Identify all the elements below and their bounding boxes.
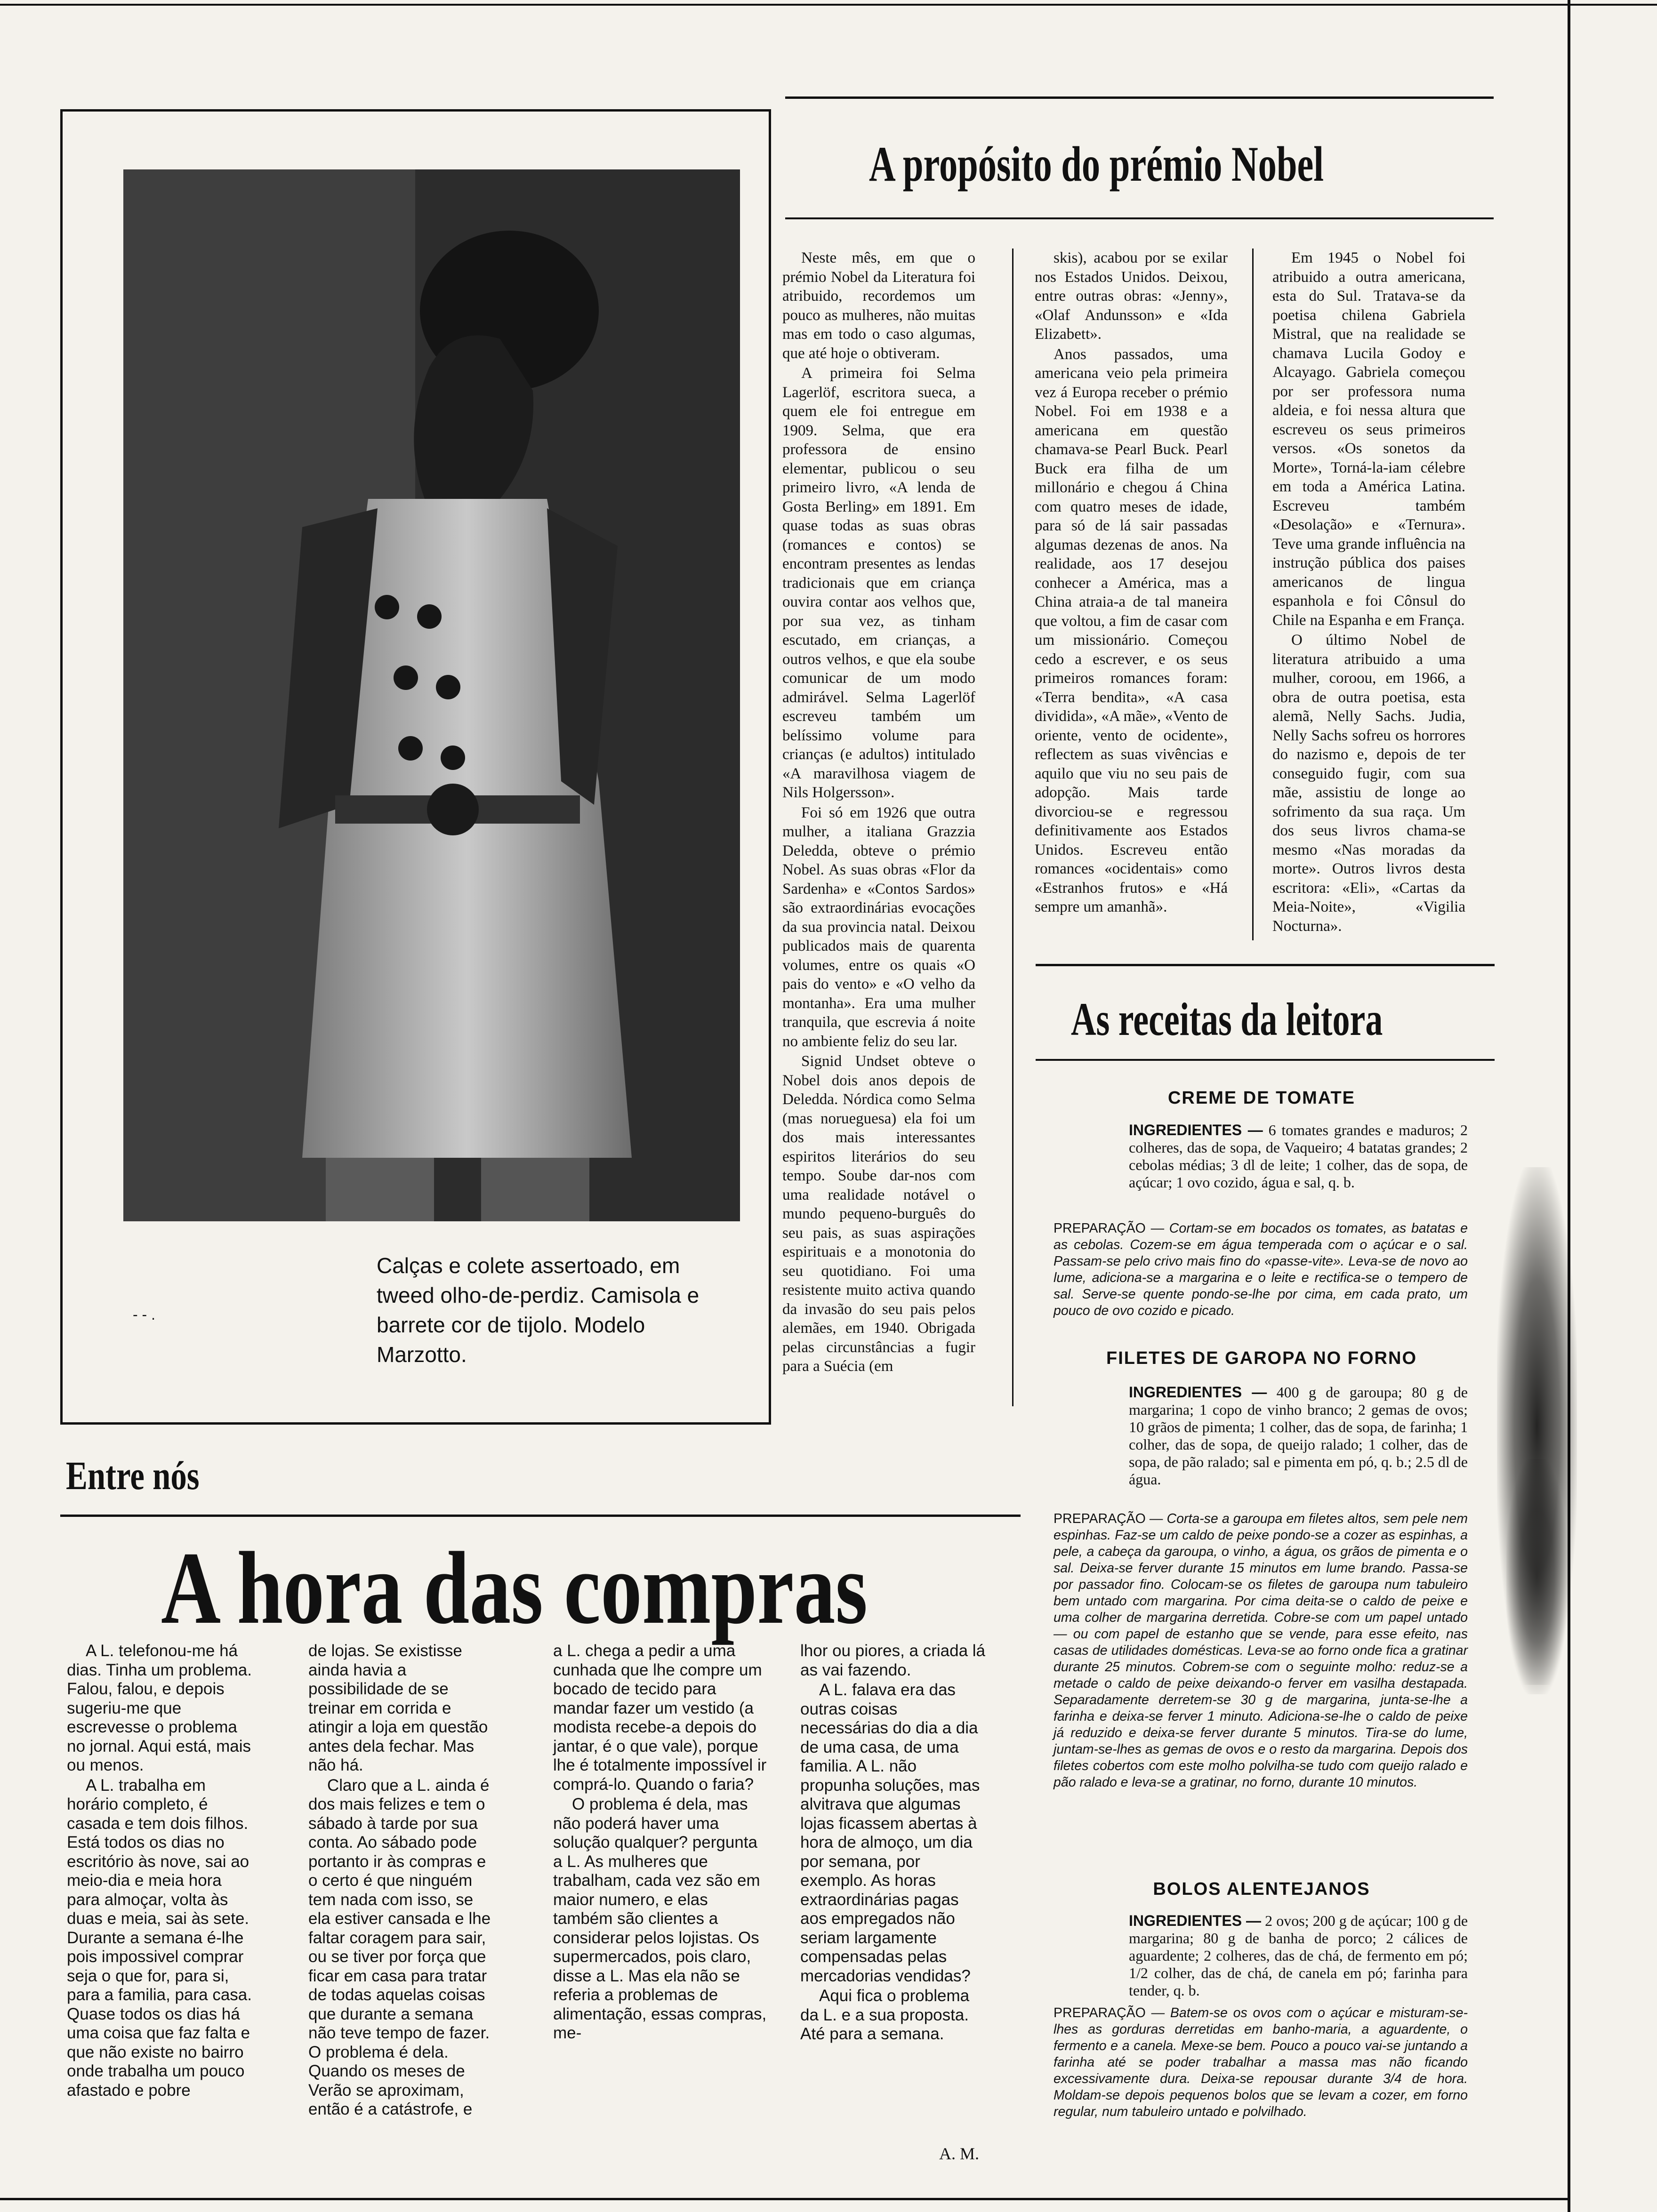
ink-smudge-lower [1506,1459,1568,1694]
recipe-3-prep-text: Batem-se os ovos com o açúcar e misturam-se-lhes as gorduras derretidas em banho-maria, a aguardente, o fermento e a canela. Mexe-se bem. Pouco a pouco vai-se juntando a farinha até se poder trabalhar a massa mas não ficando excessivamente dura. Deixa-se repousar durante 3/4 de hora. Moldam-se depois pequenos bolos que se levam a cozer, em forno regular, num tabuleiro untado e polvilhado. [1054,2005,1468,2119]
compras-c2-p2: Claro que a L. ainda é dos mais felizes e tem o sábado à tarde por sua conta. Ao sábado pode portanto ir às compras e o certo é que ninguém tem nada com isso, se ela estiver cansada e lhe faltar coragem para sair, ou se tiver por força que ficar em casa para tratar de todas aquelas coisas que durante a semana não teve tempo de fazer. O problema é dela. Quando os meses de Verão se aproximam, então é a catástrofe, e [308,1776,491,2118]
recipe-3-ingredients-label: INGREDIENTES — [1129,1912,1262,1929]
compras-signature: A. M. [939,2144,980,2163]
nobel-c3-p1: Em 1945 o Nobel foi atribuido a outra americana, esta do Sul. Tratava-se da poetisa chilena Gabriela Mistral, que na realidade se chamava Lucila Godoy e Alcayago. Gabriela começou por ser professora numa aldeia, e foi nessa altura que escreveu os seus primeiros versos. «Os sonetos da Morte», Torná-la-iam célebre em toda a América Latina. Escreveu também «Desolação» e «Ternura». Teve uma grande influência na instrução pública dos paises americanos de lingua espanhola e foi Cônsul do Chile na Espanha e em França. [1272,249,1465,629]
compras-c3-p2: O problema é dela, mas não poderá haver uma solução qualquer? pergunta a L. As mulheres que trabalham, cada vez são em maior numero, e elas também são clientes a considerar pelos lojistas. Os supermercados, pois claro, disse a L. Mas ela não se referia a problemas de alimentação, essas compras, me- [553,1795,767,2042]
recipe-1-ingredients-text: 6 tomates grandes e maduros; 2 colheres, das de sopa, de Vaqueiro; 4 batatas grandes; 2 cebolas médias; 3 dl de leite; 1 colher, das de sopa, de açúcar; 1 ovo cozido, água e sal, q. b. [1129,1122,1468,1191]
nobel-top-rule [785,96,1494,99]
nobel-c3-p2: O último Nobel de literatura atribuido a uma mulher, coroou, em 1966, a obra de outra poetisa, esta alemã, Nelly Sachs. Judia, Nelly Sachs sofreu os horrores do nazismo e, depois de ter conseguido fugir, com sua mãe, assistiu de longe ao sofrimento da sua raça. Um dos seus livros chama-se mesmo «Nas moradas da morte». Outros livros desta escritora: «Eli», «Cartas da Meia-Noite», «Vigilia Nocturna». [1272,632,1465,935]
recipe-1-title: CREME DE TOMATE [1167,1088,1356,1108]
compras-c1-p1: A L. telefonou-me há dias. Tinha um problema. Falou, falou, e depois sugeriu-me que escrevesse o problema no jornal. Aqui está, mais ou menos. [67,1642,252,1774]
nobel-column-3 [1272,248,1465,937]
compras-section-rule [60,1515,1021,1517]
nobel-column-2 [1035,248,1228,918]
nobel-column-1 [782,248,975,1377]
top-border [0,4,1657,6]
nobel-c1-p1: Neste mês, em que o prémio Nobel da Literatura foi atribuido, recordemos um pouco as mulheres, não muitas mas em todo o caso algumas, que até hoje o obtiveram. [782,249,975,362]
recipe-1-preparation [1054,1220,1468,1319]
nobel-title: A propósito do prémio Nobel [869,136,1324,192]
recipe-2-ingredients-label: INGREDIENTES — [1129,1384,1267,1401]
receitas-title: As receitas da leitora [1071,993,1383,1045]
compras-section: Entre nós [66,1453,200,1498]
recipe-1-ingredients-label: INGREDIENTES — [1129,1122,1263,1138]
compras-c1-p2: A L. trabalha em horário completo, é casada e tem dois filhos. Está todos os dias no escritório às nove, sai ao meio-dia e meia hora para almoçar, volta às duas e meia, sai às sete. Durante a semana é-lhe pois impossivel comprar seja o que for, para si, para a familia, para casa. Quase todos os dias há uma coisa que faz falta e que não existe no bairro onde trabalha um pouco afastado e pobre [67,1776,252,2100]
receitas-top-rule [1036,964,1495,966]
recipe-2-preparation [1054,1511,1468,1791]
compras-column-1 [67,1642,255,2101]
recipe-3-ingredients [1129,1912,1468,1999]
fashion-model-figure [123,169,740,1221]
recipe-2-title: FILETES DE GAROPA NO FORNO [1106,1348,1417,1368]
recipe-1-prep-label: PREPARAÇÃO — [1054,1221,1165,1236]
caption-dots: - - . [133,1306,155,1323]
right-border [1568,0,1570,2212]
recipe-1-prep-text: Cortam-se em bocados os tomates, as batatas e as cebolas. Cozem-se em água temperada com o açúcar e o sal. Passam-se pelo crivo mais fino do «passe-vite». Leva-se de novo ao lume, adiciona-se a margarina e o leite e rectifica-se o tempero de sal. Serve-se quente pondo-se-lhe por cima, em cada prato, um pouco de ovo cozido e picado. [1054,1221,1468,1318]
recipe-3-title: BOLOS ALENTEJANOS [1153,1879,1370,1899]
bottom-border [0,2198,1568,2200]
recipe-2-ingredients-text: 400 g de garoupa; 80 g de margarina; 1 copo de vinho branco; 2 gemas de ovos; 10 grãos de pimenta; 1 colher, das de sopa, de farinha; 1 colher, das de sopa, de queijo ralado; 1 colher, das de sopa, de pão ralado; sal e pimenta em pó, q. b.; 2.5 dl de água. [1129,1384,1468,1488]
compras-c2-p1: de lojas. Se existisse ainda havia a possibilidade de se treinar em corrida e atingir a loja em questão antes dela fechar. Mas não há. [308,1642,488,1774]
compras-c4-p3: Aqui fica o problema da L. e a sua proposta. Até para a semana. [800,1987,970,2043]
nobel-col-divider-2 [1252,248,1254,940]
nobel-c1-p4: Signid Undset obteve o Nobel dois anos depois de Deledda. Nórdica como Selma (mas norueguesa) ela foi um dos mais interessantes espiritos literários do seu tempo. Soube dar-nos com uma realidade notável o mundo pequeno-burguês do seu pais, as suas aspirações espirituais e a monotonia do seu quotidiano. Foi uma resistente muito activa quando da invasão do seu pais pelos alemães, em 1940. Obrigada pelas circunstâncias a fugir para a Suécia (em [782,1053,975,1375]
compras-column-2 [308,1642,497,2120]
recipe-3-preparation [1054,2005,1468,2120]
receitas-title-rule [1036,1059,1495,1061]
fashion-photo [123,169,740,1221]
nobel-c2-p1: skis), acabou por se exilar nos Estados Unidos. Deixou, entre outras obras: «Jenny», «Olaf Andunsson» e «Ida Elizabett». [1035,249,1228,343]
recipe-2-ingredients [1129,1384,1468,1488]
nobel-c1-p2: A primeira foi Selma Lagerlöf, escritora sueca, a quem ele foi entregue em 1909. Selma, que era professora de ensino elementar, publicou o seu primeiro livro, «A lenda de Gosta Berling» em 1891. Em quase todas as suas obras (romances e contos) se encontram presentes as lendas tradicionais que em criança ouvira contar aos velhos que, por sua vez, as tinham escutado, em crianças, a outros velhos, e que ela soube comunicar de um modo admirável. Selma Lagerlöf escreveu também um belíssimo volume para crianças (e adultos) intitulado «A maravilhosa viagem de Nils Holgersson». [782,365,975,801]
nobel-title-rule [785,217,1494,219]
recipe-3-ingredients-text: 2 ovos; 200 g de açúcar; 100 g de margarina; 80 g de banha de porco; 2 cálices de aguardente; 2 colheres, das de chá, de fermento em pó; 1/2 colher, das de chá, de canela em pó; farinha para tender, q. b. [1129,1912,1468,1999]
recipe-3-prep-label: PREPARAÇÃO — [1054,2005,1165,2020]
nobel-col-divider-1 [1012,248,1014,1406]
recipe-1-ingredients [1129,1122,1468,1191]
recipe-2-prep-label: PREPARAÇÃO — [1054,1511,1163,1526]
compras-column-4 [800,1642,989,2045]
compras-column-3 [553,1642,770,2044]
compras-c4-p1: lhor ou piores, a criada lá as vai fazendo. [800,1642,985,1679]
compras-c3-p1: a L. chega a pedir a uma cunhada que lhe compre um bocado de tecido para mandar fazer um vestido (a modista recebe-a depois do jantar, é o que vale), porque lhe é totalmente impossível ir comprá-lo. Quando o faria? [553,1642,767,1794]
recipe-2-prep-text: Corta-se a garoupa em filetes altos, sem pele nem espinhas. Faz-se um caldo de peixe pondo-se a cozer as espinhas, a pele, a cabeça da garoupa, o vinho, a água, os grãos de pimenta e o sal. Deixa-se ferver durante 15 minutos em lume brando. Passa-se por passador fino. Colocam-se os filetes de garoupa num tabuleiro bem untado com margarina. Por cima deita-se o caldo de peixe e uma colher de margarina derretida. Cobre-se com um papel untado — ou com papel de estanho que se vende, para esse efeito, nas casas de utilidades domésticas. Leva-se ao forno onde fica a gratinar durante 25 minutos. Cobrem-se com o seguinte molho: reduz-se a metade o caldo de peixe deixando-o ferver em vasilha destapada. Separadamente derretem-se 30 g de margarina, junta-se-lhe a farinha e deixa-se ferver 1 minuto. Adiciona-se-lhe o caldo de peixe já reduzido e deixa-se ferver durante 5 minutos. Tira-se do lume, juntam-se-lhes as gemas de ovos e o resto da margarina. Depois dos filetes cobertos com este molho polvilha-se tudo com queijo ralado e pão ralado e leva-se a gratinar, no forno, durante 10 minutos. [1054,1511,1468,1790]
photo-caption: Calças e colete assertoado, em tweed olho-de-perdiz. Camisola e barrete cor de tijolo. Modelo Marzotto. [377,1253,700,1367]
nobel-c2-p2: Anos passados, uma americana veio pela primeira vez á Europa receber o prémio Nobel. Foi em 1938 e a americana em questão chamava-se Pearl Buck. Pearl Buck era filha de um millonário e chegou á China com quatro meses de idade, para só de lá sair passadas algumas dezenas de anos. Na realidade, aos 17 desejou conhecer a América, mas a China atraia-a de tal maneira que voltou, a fim de casar com um missionário. Começou cedo a escrever, e os seus primeiros romances foram: «Terra bendita», «A casa dividida», «A mãe», «Vento de oriente, vento de ocidente», reflectem as suas vivências e aquilo que viu no seu pais de adopção. Mais tarde divorciou-se e regressou definitivamente aos Estados Unidos. Escreveu então romances «ocidentais» como «Estranhos frutos» e «Há sempre um amanhã». [1035,345,1228,915]
compras-title: A hora das compras [161,1531,868,1645]
nobel-c1-p3: Foi só em 1926 que outra mulher, a italiana Grazzia Deledda, obteve o prémio Nobel. As suas obras «Flor da Sardenha» e «Contos Sardos» são extraordinárias evocações da sua provincia natal. Deixou publicados mais de quarenta volumes, entre os quais «O pais do vento» e «O velho da montanha». Era uma mulher tranquila, que escrevia á noite no ambiente feliz do seu lar. [782,804,975,1050]
compras-c4-p2: A L. falava era das outras coisas necessárias do dia a dia de uma casa, de uma familia. A L. não propunha soluções, mas alvitrava que algumas lojas ficassem abertas à hora de almoço, um dia por semana, por exemplo. As horas extraordinárias pagas aos empregados não seriam largamente compensadas pelas mercadorias vendidas? [800,1681,980,1985]
